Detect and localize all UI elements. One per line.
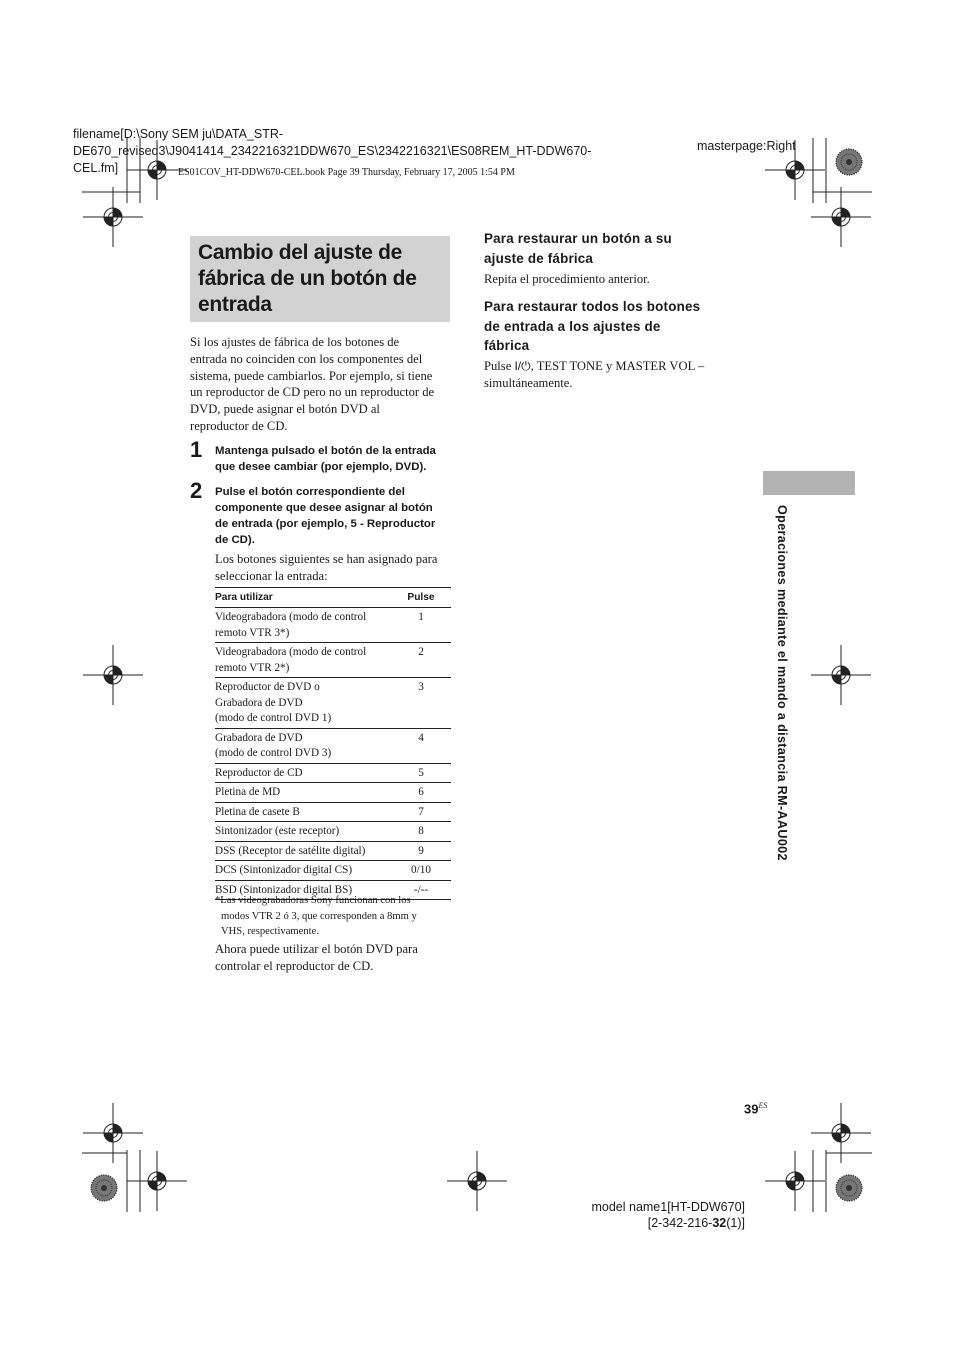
restore-all-text: Pulse I/⏻, TEST TONE y MASTER VOL – simultáneamente. (484, 359, 705, 390)
section-title-box (190, 236, 450, 322)
table-row (215, 763, 451, 783)
table-cell-use: Grabadora de DVD (modo de control DVD 3) (215, 728, 391, 763)
table-cell-press: 7 (391, 802, 451, 822)
table-cell-press: 5 (391, 763, 451, 783)
table-cell-press: 4 (391, 728, 451, 763)
registration-mark-icon (127, 1151, 187, 1211)
column-header-use: Para utilizar (215, 588, 391, 608)
color-wheel-icon (836, 1175, 862, 1201)
table-header-row (215, 588, 451, 608)
registration-mark-icon (447, 1151, 507, 1211)
table-cell-press: 0/10 (391, 861, 451, 881)
table-row (215, 861, 451, 881)
page-number: $39^{ES}$ (744, 1101, 768, 1117)
registration-mark-icon (811, 187, 871, 247)
step-instruction: Mantenga pulsado el botón de la entrada que desee cambiar (por ejemplo, DVD). (215, 445, 436, 473)
chapter-tab (763, 471, 855, 495)
table-cell-use: Pletina de MD (215, 783, 391, 803)
book-info-line: ES01COV_HT-DDW670-CEL.book Page 39 Thursday, February 17, 2005 1:54 PM (178, 167, 515, 178)
filename-line: DE670_revised3\J9041414_2342216321DDW670_ES\2342216321\ES08REM_HT-DDW670- (73, 144, 592, 158)
table-row (215, 608, 451, 643)
table-footnote: *Las videograbadoras Sony funcionan con los modos VTR 2 ó 3, que corresponden a 8mm y VHS, respectivamente. (215, 895, 417, 937)
registration-mark-icon (83, 1103, 143, 1163)
color-wheel-icon (91, 1175, 117, 1201)
column-header-press: Pulse (391, 588, 451, 608)
model-info: model name1[HT-DDW670] [2-342-216-32(1)] (591, 1200, 745, 1230)
step-number: 2 (190, 478, 203, 503)
restore-one-text: Repita el procedimiento anterior. (484, 272, 650, 286)
intro-paragraph: Si los ajustes de fábrica de los botones de entrada no coinciden con los componentes del sistema, puede cambiarlos. Por ejemplo, si tiene un reproductor de CD pero no un reproductor de DVD, puede asignar el botón DVD al reproductor de CD. (190, 335, 435, 433)
section-title: Cambio del ajuste de fábrica de un botón de entrada (198, 241, 417, 316)
power-icon: I/⏻ (514, 359, 531, 373)
table-cell-use: Pletina de casete B (215, 802, 391, 822)
table-row (215, 643, 451, 678)
table-row (215, 802, 451, 822)
masterpage-label: masterpage:Right (697, 139, 796, 153)
step-number: 1 (190, 437, 203, 462)
table-cell-press: 1 (391, 608, 451, 643)
color-wheel-icon (836, 149, 862, 175)
table-cell-use: Videograbadora (modo de control remoto VTR 3*) (215, 608, 391, 643)
table-cell-use: BSD (Sintonizador digital BS) (215, 880, 391, 900)
table-cell-use: Reproductor de DVD o Grabadora de DVD (modo de control DVD 1) (215, 678, 391, 729)
registration-mark-icon (811, 1103, 871, 1163)
filename-line: filename[D:\Sony SEM ju\DATA_STR- (73, 127, 284, 141)
table-cell-use: Reproductor de CD (215, 763, 391, 783)
table-row (215, 678, 451, 729)
chapter-side-label: Operaciones mediante el mando a distancia RM-AAU002 (775, 505, 789, 861)
subheading-restore-all: Para restaurar todos los botones de entrada a los ajustes de fábrica (484, 299, 701, 353)
table-cell-press: 6 (391, 783, 451, 803)
table-cell-press: 9 (391, 841, 451, 861)
closing-paragraph: Ahora puede utilizar el botón DVD para controlar el reproductor de CD. (215, 942, 418, 973)
table-row (215, 783, 451, 803)
registration-mark-icon (83, 187, 143, 247)
registration-mark-icon (811, 645, 871, 705)
table-cell-use: Videograbadora (modo de control remoto VTR 2*) (215, 643, 391, 678)
table-cell-press: 8 (391, 822, 451, 842)
step-note: Los botones siguientes se han asignado para seleccionar la entrada: (215, 552, 438, 583)
table-cell-use: DSS (Receptor de satélite digital) (215, 841, 391, 861)
table-cell-use: Sintonizador (este receptor) (215, 822, 391, 842)
registration-mark-icon (83, 645, 143, 705)
table-row (215, 728, 451, 763)
table-cell-press: 3 (391, 678, 451, 729)
table-row (215, 822, 451, 842)
table-cell-use: DCS (Sintonizador digital CS) (215, 861, 391, 881)
registration-mark-icon (765, 1151, 825, 1211)
table-row (215, 841, 451, 861)
input-assignment-table (215, 587, 451, 900)
subheading-restore-one: Para restaurar un botón a su ajuste de fábrica (484, 231, 672, 266)
filename-line: CEL.fm] (73, 161, 119, 175)
table-cell-press: 2 (391, 643, 451, 678)
table-cell-press: -/-- (391, 880, 451, 900)
step-instruction: Pulse el botón correspondiente del componente que desee asignar al botón de entrada (por ejemplo, 5 - Reproductor de CD). (215, 486, 436, 546)
